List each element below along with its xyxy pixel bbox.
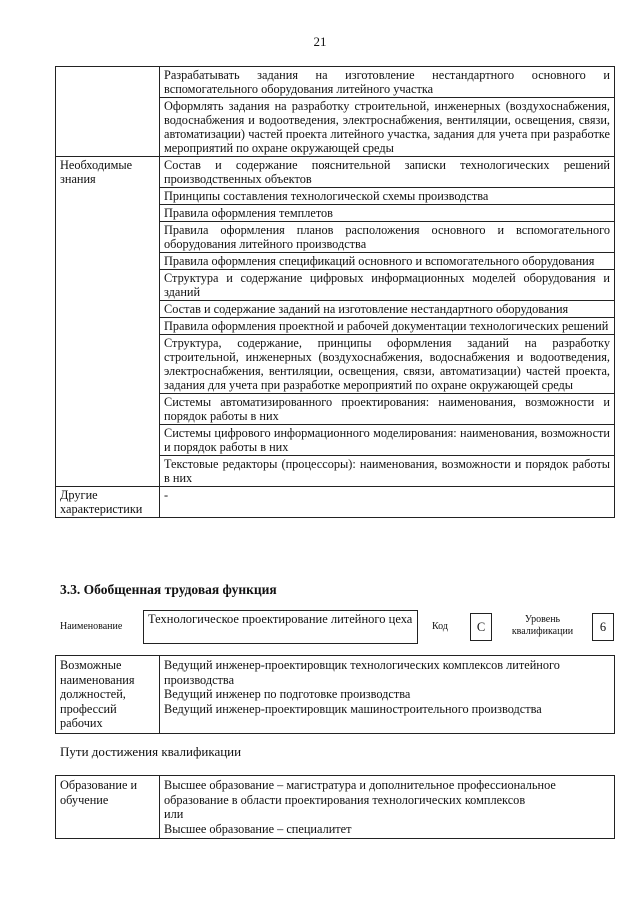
row-label: [56, 67, 160, 157]
table-cell: Структура и содержание цифровых информационных моделей оборудования и зданий: [160, 270, 615, 301]
qualification-path-title: Пути достижения квалификации: [60, 744, 242, 759]
name-value: Технологическое проектирование литейного цеха: [143, 610, 418, 644]
positions-cell: [160, 656, 615, 734]
section-title: 3.3. Обобщенная трудовая функция: [60, 582, 277, 597]
table-cell: Принципы составления технологической схемы производства: [160, 188, 615, 205]
table-cell: Оформлять задания на разработку строительной, инженерных (воздухоснабжения, водоснабжения и водоотведения, электроснабжения, вентиляции, освещения, связи, автоматизации) частей проекта литейного участка, задания для учета при разработке мероприятий по охране окружающей среды: [160, 98, 615, 157]
table-cell: -: [160, 487, 615, 518]
table-cell: Системы цифрового информационного моделирования: наименования, возможности и порядок работы в них: [160, 425, 615, 456]
level-label: Уровень квалификации: [511, 614, 574, 637]
list-item: Ведущий инженер по подготовке производства: [164, 687, 411, 701]
name-label: Наименование: [60, 621, 123, 632]
table-row: [56, 776, 615, 839]
table-cell: Состав и содержание пояснительной записки технологических решений производственных объектов: [160, 157, 615, 188]
table-row: [56, 157, 615, 188]
table-cell: Разрабатывать задания на изготовление нестандартного основного и вспомогательного оборудования литейного участка: [160, 67, 615, 98]
table-cell: Состав и содержание заданий на изготовление нестандартного оборудования: [160, 301, 615, 318]
table-cell: Текстовые редакторы (процессоры): наименования, возможности и порядок работы в них: [160, 456, 615, 487]
page-number: 21: [313, 34, 327, 49]
row-label-other: Другие характеристики: [56, 487, 160, 518]
table-cell: Структура, содержание, принципы оформления заданий на разработку строительной, инженерных (воздухоснабжения, водоснабжения и водоотведения, электроснабжения, вентиляции, освещения, связи, автоматизации) частей проекта, задания для учета при разработке мероприятий по охране окружающей среды: [160, 335, 615, 394]
education-cell: [160, 776, 615, 839]
table-cell: Правила оформления проектной и рабочей документации технологических решений: [160, 318, 615, 335]
list-item: Ведущий инженер-проектировщик машиностроительного производства: [164, 701, 542, 716]
level-value: 6: [592, 613, 614, 641]
positions-table: [55, 655, 615, 734]
code-label: Код: [432, 621, 448, 632]
table-cell: Системы автоматизированного проектирования: наименования, возможности и порядок работы в них: [160, 394, 615, 425]
row-label-knowledge: Необходимые знания: [56, 157, 160, 487]
table-cell: Правила оформления спецификаций основного и вспомогательного оборудования: [160, 253, 615, 270]
education-table: [55, 775, 615, 839]
table-cell: Правила оформления планов расположения основного и вспомогательного оборудования литейного производства: [160, 222, 615, 253]
positions-label: Возможные наименования должностей, профессий рабочих: [56, 656, 160, 734]
list-item: Высшее образование – специалитет: [164, 821, 352, 836]
skills-table: [55, 66, 615, 518]
list-item: или: [164, 807, 184, 821]
table-cell: Правила оформления темплетов: [160, 205, 615, 222]
education-label: Образование и обучение: [56, 776, 160, 839]
code-value: С: [470, 613, 492, 641]
list-item: Ведущий инженер-проектировщик технологических комплексов литейного производства: [164, 658, 560, 687]
list-item: Высшее образование – магистратура и дополнительное профессиональное образование в области проектирования технологических комплексов: [164, 778, 556, 807]
table-row: [56, 656, 615, 734]
table-row: [56, 487, 615, 518]
table-row: [56, 67, 615, 98]
